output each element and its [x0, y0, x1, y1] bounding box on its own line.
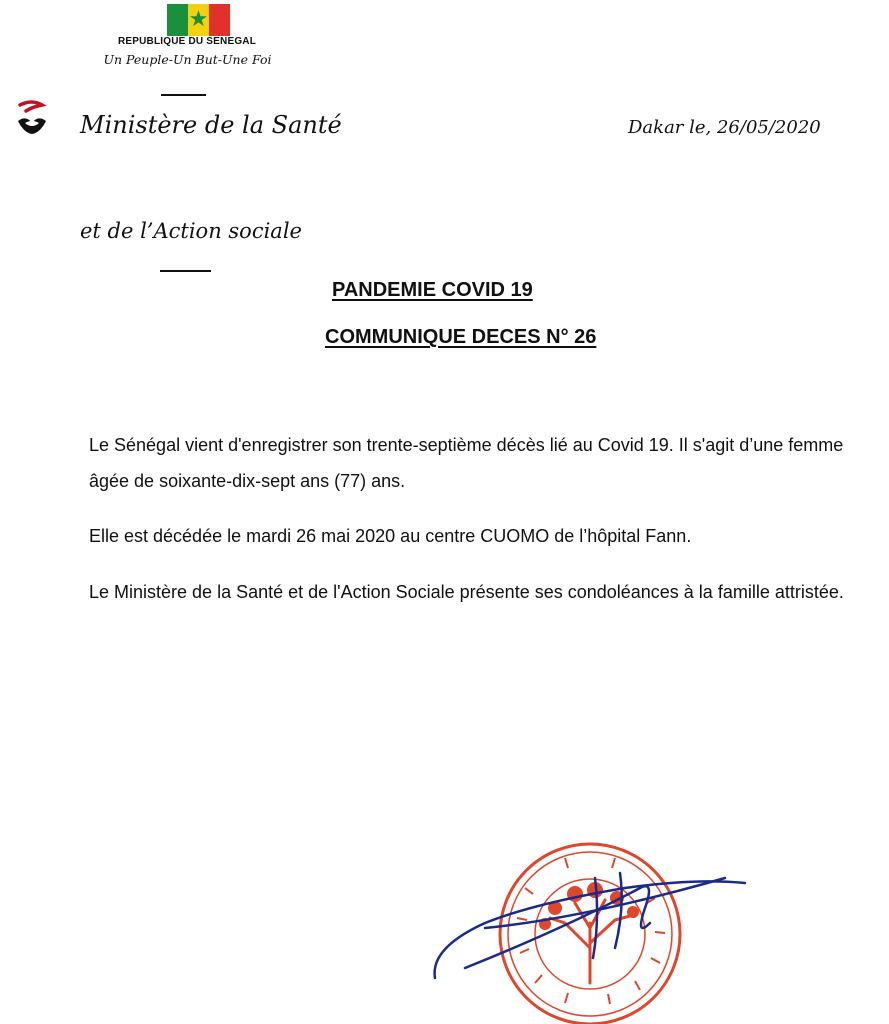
ministry-name-line2: et de l’Action sociale — [80, 219, 302, 243]
document-date: Dakar le, 26/05/2020 — [628, 117, 821, 138]
ministry-logo-icon — [12, 97, 52, 137]
flag-stripe-red — [209, 4, 230, 36]
title-pandemic: PANDEMIE COVID 19 — [332, 279, 533, 301]
ministry-name-line1: Ministère de la Santé — [80, 111, 342, 139]
body-paragraph-1: Le Sénégal vient d'enregistrer son trente-septième décès lié au Covid 19. Il s'agit d’une femme âgée de soixante-dix-sept ans (77) ans. — [89, 435, 844, 491]
divider — [161, 94, 206, 96]
official-stamp-signature — [425, 828, 755, 1024]
flag-star-icon: ★ — [188, 6, 209, 31]
flag-stripe-yellow — [188, 4, 209, 36]
body-paragraph-3: Le Ministère de la Santé et de l'Action Sociale présente ses condoléances à la famille attristée. — [89, 582, 844, 602]
national-motto: Un Peuple-Un But-Une Foi — [103, 52, 272, 67]
senegal-flag — [167, 4, 230, 36]
flag-stripe-green — [167, 4, 188, 36]
title-communique: COMMUNIQUE DECES N° 26 — [325, 326, 597, 348]
divider — [160, 270, 211, 272]
republic-name: REPUBLIQUE DU SENEGAL — [117, 36, 257, 47]
body-paragraph-2: Elle est décédée le mardi 26 mai 2020 au centre CUOMO de l’hôpital Fann. — [89, 526, 692, 546]
